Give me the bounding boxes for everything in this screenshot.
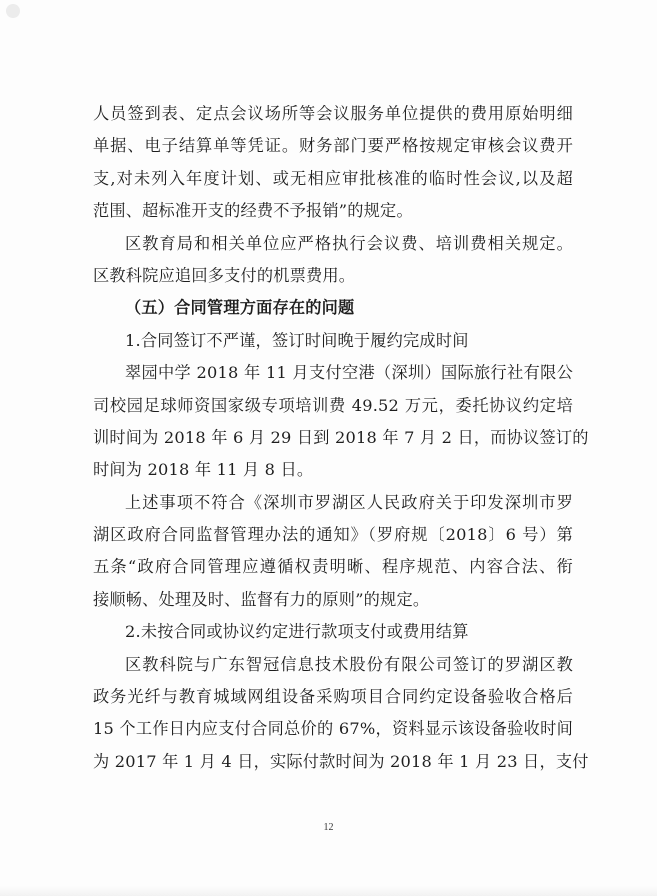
text-line: 区教育局和相关单位应严格执行会议费、培训费相关规定。: [125, 233, 573, 253]
page-number: 12: [323, 822, 334, 833]
subsection-heading: 1.合同签订不严谨，签订时间晚于履约完成时间: [125, 330, 469, 350]
subsection-heading: 2.未按合同或协议约定进行款项支付或费用结算: [125, 622, 469, 642]
text-line: 15 个工作日内应支付合同总价的 67%，资料显示该设备验收时间: [93, 719, 573, 739]
scan-mark: [6, 4, 20, 18]
text-line: 区教科院与广东智冠信息技术股份有限公司签订的罗湖区教: [125, 654, 573, 674]
document-body: [93, 98, 589, 778]
section-heading: （五）合同管理方面存在的问题: [125, 298, 355, 318]
text-line: 湖区政府合同监督管理办法的通知》（罗府规〔2018〕6 号）第: [93, 525, 573, 545]
text-line: 训时间为 2018 年 6 月 29 日到 2018 年 7 月 2 日，而协议签订的: [93, 427, 589, 447]
text-line: 人员签到表、定点会议场所等会议服务单位提供的费用原始明细: [93, 104, 573, 123]
scan-edge: [0, 886, 657, 896]
text-line: 司校园足球师资国家级专项培训费 49.52 万元，委托协议约定培: [93, 395, 573, 415]
text-line: 单据、电子结算单等凭证。财务部门要严格按规定审核会议费开: [93, 136, 573, 156]
text-line: 为 2017 年 1 月 4 日，实际付款时间为 2018 年 1 月 23 日，支付: [93, 751, 589, 771]
text-line: 区教科院应追回多支付的机票费用。: [93, 265, 356, 285]
text-line: 上述事项不符合《深圳市罗湖区人民政府关于印发深圳市罗: [125, 492, 573, 512]
text-line: 支,对未列入年度计划、或无相应审批核准的临时性会议,以及超: [93, 168, 573, 188]
text-line: 范围、超标准开支的经费不予报销”的规定。: [93, 201, 413, 221]
text-line: 翠园中学 2018 年 11 月支付空港（深圳）国际旅行社有限公: [125, 363, 573, 383]
text-line: 接顺畅、处理及时、监督有力的原则”的规定。: [93, 589, 430, 609]
text-line: 五条“政府合同管理应遵循权责明晰、程序规范、内容合法、衔: [93, 557, 573, 577]
text-line: 时间为 2018 年 11 月 8 日。: [93, 460, 314, 480]
text-line: 政务光纤与教育城域网组设备采购项目合同约定设备验收合格后: [93, 687, 573, 707]
